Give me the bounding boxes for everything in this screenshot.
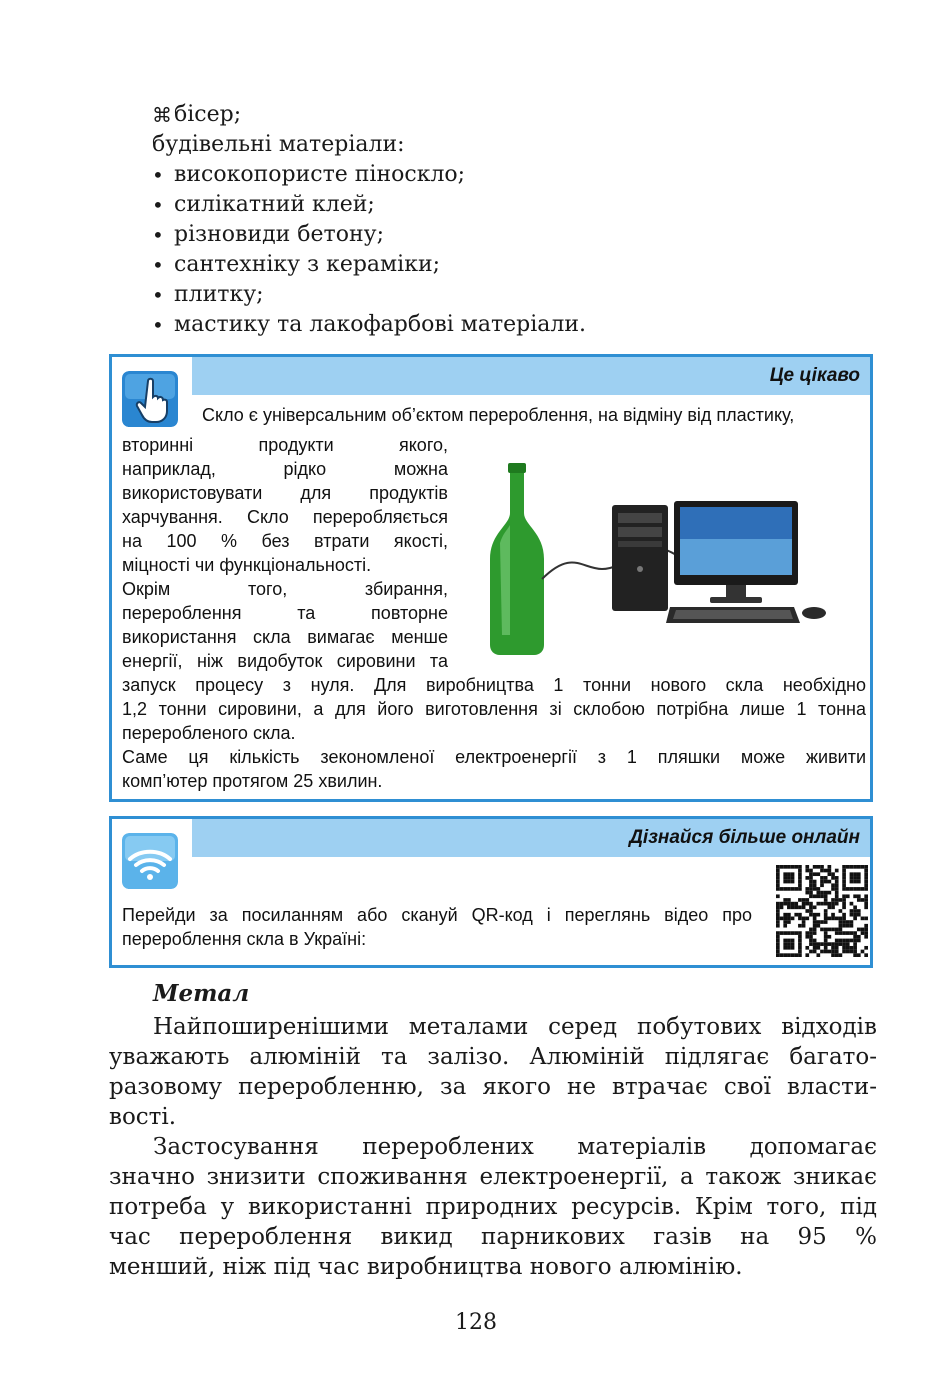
mouse-icon — [802, 607, 826, 619]
text-line: використовувати для продуктів — [122, 483, 448, 503]
text-line: Перейди за посиланням або скануй QR-код і переглянь відео про — [122, 905, 752, 925]
info-first-line: Скло є універсальним об’єктом перероблення, на відміну від пластику, — [202, 405, 795, 425]
bottle-computer-illustration — [462, 459, 842, 659]
list-item: • плитку; — [152, 280, 872, 310]
info-box — [109, 354, 873, 802]
text-line: на 100 % без втрати якості, — [122, 531, 448, 551]
bullet-icon: • — [152, 163, 164, 187]
info-box-title: Це цікаво — [769, 365, 860, 386]
text-line: менший, ніж під час виробництва нового алюмінію. — [109, 1254, 743, 1280]
list-item: • сантехніку з кераміки; — [152, 250, 872, 280]
list-item: ⌘ бісер; — [152, 100, 872, 130]
text-line: перероблення скла в Україні: — [122, 929, 367, 949]
text-line: Саме ця кількість зекономленої електроенергії з 1 пляшки може живити — [122, 747, 866, 767]
paragraph — [109, 1132, 877, 1282]
text-line: енергії, ніж видобуток сировини та — [122, 651, 448, 671]
info-column-text — [122, 433, 448, 673]
qr-code-icon[interactable] — [776, 865, 868, 957]
text-line: значно знизити споживання електроенергії, а також зникає — [109, 1164, 877, 1190]
text-line: комп’ютер протягом 25 хвилин. — [122, 771, 383, 791]
page-number: 128 — [455, 1310, 497, 1335]
text-line: потреба у використанні природних ресурсів. Крім того, під — [109, 1194, 877, 1220]
text-line: наприклад, рідко можна — [122, 459, 448, 479]
text-line: перероблення та повторне — [122, 603, 448, 623]
text-line: час перероблення викид парникових газів на 95 % — [109, 1224, 877, 1250]
text-line: 1,2 тонни сировини, а для його виготовлення зі склобою потрібна лише 1 тонна — [122, 699, 866, 719]
text-line: харчування. Скло переробляється — [122, 507, 448, 527]
info-full-text — [122, 673, 866, 793]
text-line: Застосування перероблених матеріалів допомагає — [153, 1134, 877, 1160]
list-item: • високопористе піноскло; — [152, 160, 872, 190]
section-heading: Метал — [153, 980, 250, 1007]
monitor-icon — [674, 501, 798, 603]
text-line: Найпоширенішими металами серед побутових відходів — [153, 1014, 877, 1040]
pc-tower-icon — [612, 505, 668, 611]
paragraph — [109, 1012, 877, 1132]
text-line: переробленого скла. — [122, 723, 296, 743]
online-text — [122, 903, 752, 951]
text-line: разовому переробленню, за якого не втрачає свої власти- — [109, 1074, 877, 1100]
green-bottle-icon — [490, 463, 544, 655]
list-item: • мастику та лакофарбові матеріали. — [152, 310, 872, 340]
text-line: міцності чи функціональності. — [122, 555, 372, 575]
text-line: вторинні продукти якого, — [122, 435, 448, 455]
text-line: вості. — [109, 1104, 177, 1130]
online-box — [109, 816, 873, 968]
online-box-title: Дізнайся більше онлайн — [629, 827, 860, 848]
bullet-icon: • — [152, 283, 164, 307]
list-item: • силікатний клей; — [152, 190, 872, 220]
text-line: використання скла вимагає менше — [122, 627, 448, 647]
bullet-icon: • — [152, 193, 164, 217]
material-list — [152, 100, 872, 340]
bullet-icon: • — [152, 223, 164, 247]
finger-pointing-icon — [122, 371, 178, 427]
bullet-icon: • — [152, 313, 164, 337]
info-box-band — [192, 357, 870, 395]
text-line: уважають алюміній та залізо. Алюміній підлягає багато- — [109, 1044, 877, 1070]
text-line: запуск процесу з нуля. Для виробництва 1 тонни нового скла необхідно — [122, 675, 866, 695]
list-item: • різновиди бетону; — [152, 220, 872, 250]
list-heading: будівельні матеріали: — [152, 132, 405, 157]
text-line: Окрім того, збирання, — [122, 579, 448, 599]
bullet-icon: • — [152, 253, 164, 277]
wifi-icon — [122, 833, 178, 889]
ornament-bullet-icon: ⌘ — [152, 103, 172, 127]
keyboard-icon — [666, 607, 800, 623]
